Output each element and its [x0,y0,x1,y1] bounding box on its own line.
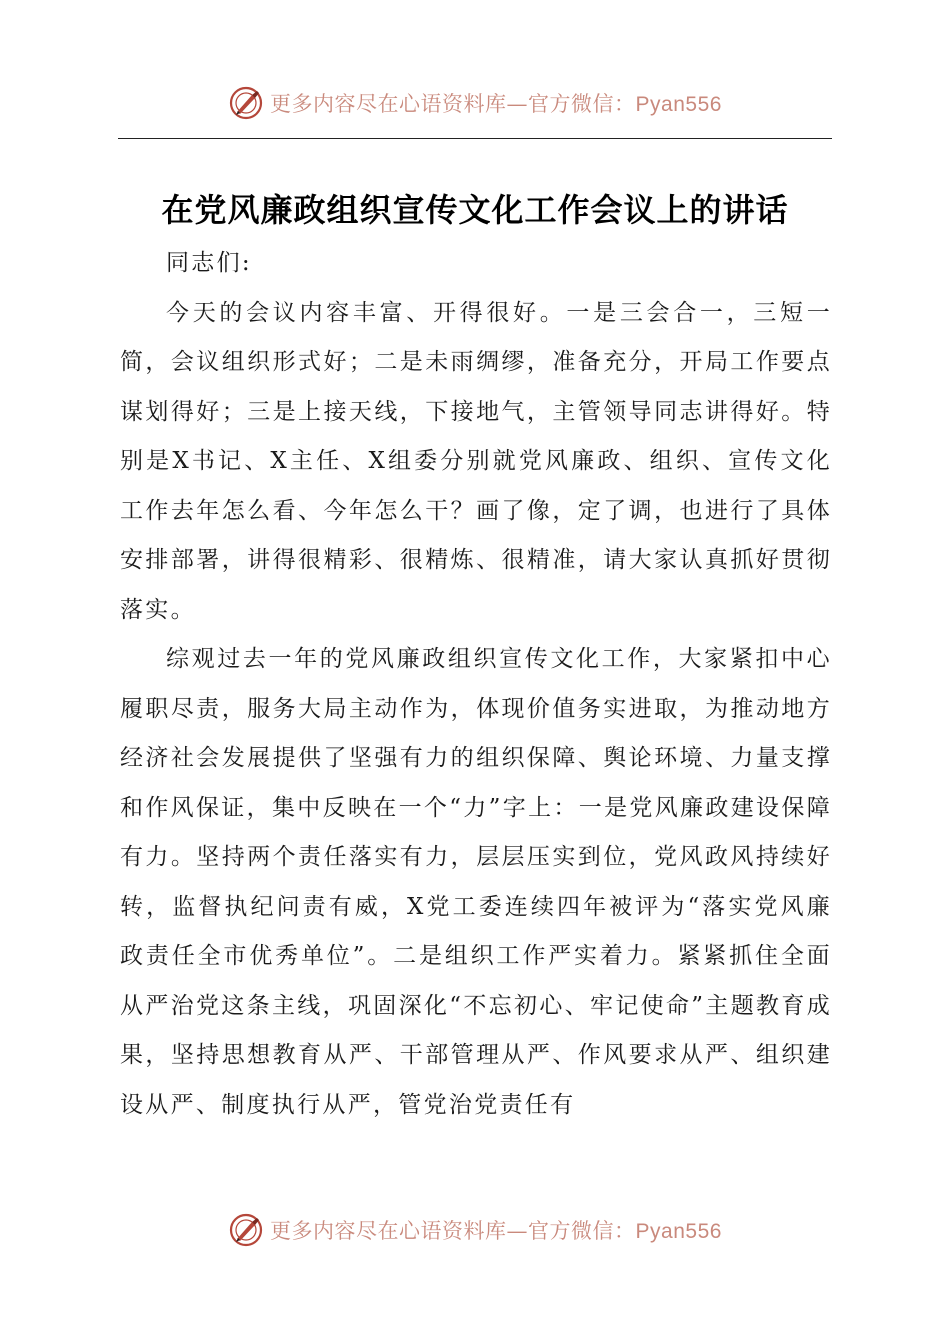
banner-text [270,88,722,118]
paragraph: 综观过去一年的党风廉政组织宣传文化工作，大家紧扣中心履职尽责，服务大局主动作为，体现价值务实进取，为推动地方经济社会发展提供了坚强有力的组织保障、舆论环境、力量支撑和作风保证，集中反映在一个“力”字上：一是党风廉政建设保障有力。坚持两个责任落实有力，层层压实到位，党风政风持续好转，监督执纪问责有威，X党工委连续四年被评为“落实党风廉政责任全市优秀单位”。二是组织工作严实着力。紧紧抓住全面从严治党这条主线，巩固深化“不忘初心、牢记使命”主题教育成果，坚持思想教育从严、干部管理从严、作风要求从严、组织建设从严、制度执行从严，管党治党责任有 [120,646,832,1118]
pen-logo-icon [228,85,264,121]
banner-title: 更多内容尽在心语资料库 [270,1219,507,1243]
paragraph: 今天的会议内容丰富、开得很好。一是三会合一，三短一简，会议组织形式好；二是未雨绸缪，准备充分，开局工作要点谋划得好；三是上接天线，下接地气，主管领导同志讲得好。特别是X书记、X主任、X组委分别就党风廉政、组织、宣传文化工作去年怎么看、今年怎么干？画了像，定了调，也进行了具体安排部署，讲得很精彩、很精炼、很精准，请大家认真抓好贯彻落实。 [120,299,832,623]
banner-official-label: 官方微信： [528,92,636,116]
banner-title: 更多内容尽在心语资料库 [270,92,507,116]
header-banner [0,80,950,126]
header-divider [118,138,832,139]
document-title: 在党风廉政组织宣传文化工作会议上的讲话 [161,191,789,229]
banner-wechat-id: Pyan556 [635,1220,722,1243]
footer-banner [0,1207,950,1253]
banner-separator: — [506,1219,529,1243]
banner-wechat-id: Pyan556 [635,93,722,116]
banner-text [270,1215,722,1245]
banner-separator: — [506,92,529,116]
pen-logo-icon [228,1212,264,1248]
salutation: 同志们: [166,250,252,276]
document-body [120,239,832,1130]
banner-official-label: 官方微信： [528,1219,636,1243]
